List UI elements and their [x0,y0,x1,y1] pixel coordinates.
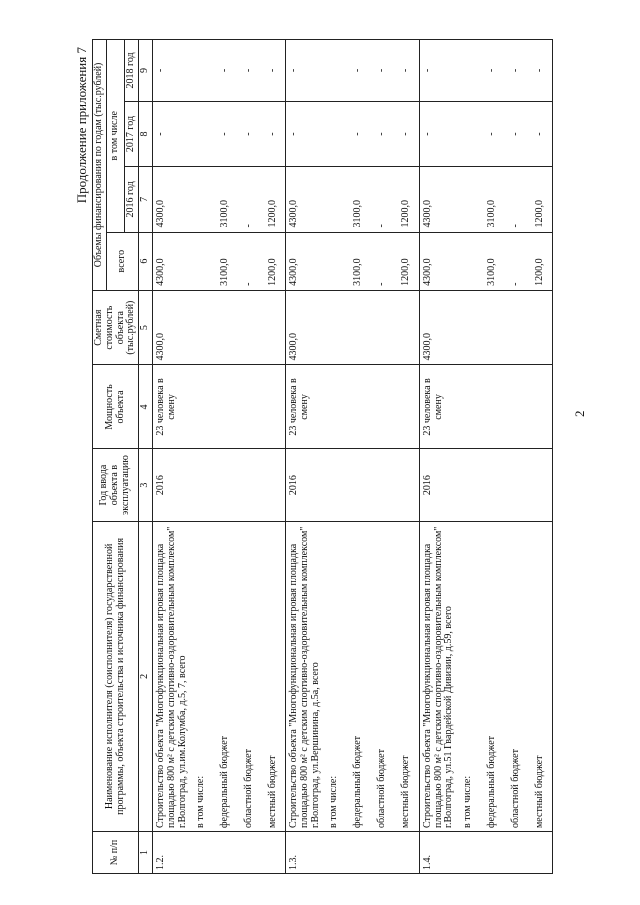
empty-cell [323,40,347,102]
empty-cell [347,365,371,449]
budget-2017: - [528,101,553,166]
budget-2018: - [504,40,528,102]
empty-cell [456,40,480,102]
empty-cell [237,290,261,365]
header-2016: 2016 год [125,167,139,232]
object-row [419,40,456,874]
empty-cell [456,449,480,521]
row-number: 1.2. [152,832,189,874]
object-name: Строительство объекта "Многофункциональная игровая площадка площадью 800 м² с детским спортивно-оздоровительным комплексом" г.Волгоград, ул.51 Гвардейской Дивизии, д.59, всего [419,521,456,831]
empty-cell [261,832,286,874]
object-capacity: 23 человека в смену [152,365,189,449]
column-number-row [139,40,153,874]
object-name: Строительство объекта "Многофункциональная игровая площадка площадью 800 м² с детским спортивно-оздоровительным комплексом" г.Волгоград, ул.Вершинина, д.5а, всего [286,521,323,831]
budget-total: 3100,0 [213,232,237,290]
estimated-cost: 4300,0 [286,290,323,365]
empty-cell [456,232,480,290]
empty-cell [504,290,528,365]
budget-2016: 3100,0 [213,167,237,232]
budget-2018: - [480,40,504,102]
budget-source-label: областной бюджет [504,521,528,831]
empty-cell [347,832,371,874]
empty-cell [213,290,237,365]
budget-total: - [504,232,528,290]
budget-row [237,40,261,874]
budget-2016: 1200,0 [395,167,420,232]
budget-2016: - [237,167,261,232]
commission-year: 2016 [419,449,456,521]
budget-2017: - [480,101,504,166]
budget-2016: 1200,0 [528,167,553,232]
budget-2017: - [504,101,528,166]
empty-cell [528,365,553,449]
empty-cell [213,449,237,521]
appendix-continuation-title: Продолжение приложения 7 [74,47,89,204]
funding-2017: - [152,101,189,166]
budget-row [528,40,553,874]
header-year: Год ввода объекта в эксплуатацию [93,449,139,521]
empty-cell [261,449,286,521]
budget-2018: - [395,40,420,102]
budget-2016: - [504,167,528,232]
row-number: 1.4. [419,832,456,874]
column-number: 3 [139,449,153,521]
empty-cell [237,832,261,874]
budget-2017: - [237,101,261,166]
funding-2018: - [419,40,456,102]
empty-cell [371,290,395,365]
empty-cell [456,290,480,365]
empty-cell [528,449,553,521]
row-number: 1.3. [286,832,323,874]
budget-2017: - [213,101,237,166]
empty-cell [456,832,480,874]
budget-2018: - [528,40,553,102]
budget-total: - [371,232,395,290]
budget-source-label: местный бюджет [528,521,553,831]
header-no: № п/п [93,832,139,874]
empty-cell [323,365,347,449]
empty-cell [189,167,213,232]
funding-2017: - [419,101,456,166]
object-capacity: 23 человека в смену [286,365,323,449]
empty-cell [371,832,395,874]
object-capacity: 23 человека в смену [419,365,456,449]
budget-2018: - [237,40,261,102]
funding-2018: - [152,40,189,102]
empty-cell [347,290,371,365]
including-row [456,40,480,874]
column-number: 7 [139,167,153,232]
budget-2018: - [347,40,371,102]
budget-source-label: местный бюджет [261,521,286,831]
budget-total: - [237,232,261,290]
empty-cell [261,290,286,365]
budget-2017: - [371,101,395,166]
budget-total: 1200,0 [395,232,420,290]
empty-cell [480,832,504,874]
empty-cell [456,101,480,166]
budget-2017: - [347,101,371,166]
funding-2018: - [286,40,323,102]
budget-source-label: областной бюджет [237,521,261,831]
funding-2016: 4300,0 [152,167,189,232]
empty-cell [237,449,261,521]
including-label: в том числе: [189,521,213,831]
empty-cell [371,365,395,449]
column-number: 5 [139,290,153,365]
budget-2016: 3100,0 [480,167,504,232]
funding-2017: - [286,101,323,166]
budget-source-label: федеральный бюджет [480,521,504,831]
empty-cell [480,290,504,365]
column-number: 4 [139,365,153,449]
header-including: в том числе [106,40,125,233]
funding-2016: 4300,0 [419,167,456,232]
page-number: 2 [572,410,587,417]
column-number: 6 [139,232,153,290]
budget-2016: 1200,0 [261,167,286,232]
including-row [323,40,347,874]
empty-cell [237,365,261,449]
header-2017: 2017 год [125,101,139,166]
budget-row [395,40,420,874]
budget-row [347,40,371,874]
funding-total: 4300,0 [419,232,456,290]
funding-table [92,39,553,874]
empty-cell [395,365,420,449]
column-number: 1 [139,832,153,874]
empty-cell [456,167,480,232]
table-body [139,40,553,874]
budget-row [480,40,504,874]
empty-cell [395,290,420,365]
header-name: Наименование исполнителя (соисполнителя) государственной программы, объекта строительства и источника финансирования [93,521,139,831]
funding-2016: 4300,0 [286,167,323,232]
empty-cell [323,167,347,232]
empty-cell [323,290,347,365]
header-capacity: Мощность объекта [93,365,139,449]
empty-cell [504,365,528,449]
landscape-sheet [74,39,590,874]
budget-2018: - [213,40,237,102]
header-cost: Сметная стоимость объекта (тыс.рублей) [93,290,139,365]
budget-2018: - [371,40,395,102]
empty-cell [395,449,420,521]
empty-cell [371,449,395,521]
budget-source-label: областной бюджет [371,521,395,831]
budget-2016: 3100,0 [347,167,371,232]
budget-total: 3100,0 [480,232,504,290]
empty-cell [480,365,504,449]
empty-cell [323,832,347,874]
empty-cell [189,365,213,449]
commission-year: 2016 [286,449,323,521]
empty-cell [528,832,553,874]
empty-cell [528,290,553,365]
header-funding-group: Объемы финансирования по годам (тыс.рублей) [93,40,107,291]
including-label: в том числе: [456,521,480,831]
budget-source-label: федеральный бюджет [347,521,371,831]
empty-cell [213,832,237,874]
budget-2017: - [261,101,286,166]
empty-cell [189,832,213,874]
object-name: Строительство объекта "Многофункциональная игровая площадка площадью 800 м² с детским спортивно-оздоровительным комплексом" г.Волгоград, ул.им.Колумба, д.5, 7, всего [152,521,189,831]
including-label: в том числе: [323,521,347,831]
budget-row [213,40,237,874]
budget-2016: - [371,167,395,232]
empty-cell [347,449,371,521]
budget-row [504,40,528,874]
empty-cell [480,449,504,521]
budget-source-label: федеральный бюджет [213,521,237,831]
empty-cell [261,365,286,449]
empty-cell [189,232,213,290]
including-row [189,40,213,874]
empty-cell [189,290,213,365]
empty-cell [323,232,347,290]
empty-cell [189,40,213,102]
header-2018: 2018 год [125,40,139,102]
empty-cell [456,365,480,449]
empty-cell [189,449,213,521]
budget-row [371,40,395,874]
object-row [152,40,189,874]
budget-total: 1200,0 [261,232,286,290]
empty-cell [323,101,347,166]
empty-cell [504,449,528,521]
estimated-cost: 4300,0 [152,290,189,365]
empty-cell [504,832,528,874]
column-number: 8 [139,101,153,166]
budget-total: 1200,0 [528,232,553,290]
estimated-cost: 4300,0 [419,290,456,365]
funding-total: 4300,0 [286,232,323,290]
budget-2017: - [395,101,420,166]
budget-source-label: местный бюджет [395,521,420,831]
budget-total: 3100,0 [347,232,371,290]
header-total: всего [106,232,138,290]
empty-cell [395,832,420,874]
column-number: 9 [139,40,153,102]
column-number: 2 [139,521,153,831]
empty-cell [213,365,237,449]
budget-row [261,40,286,874]
commission-year: 2016 [152,449,189,521]
object-row [286,40,323,874]
empty-cell [323,449,347,521]
funding-total: 4300,0 [152,232,189,290]
budget-2018: - [261,40,286,102]
empty-cell [189,101,213,166]
